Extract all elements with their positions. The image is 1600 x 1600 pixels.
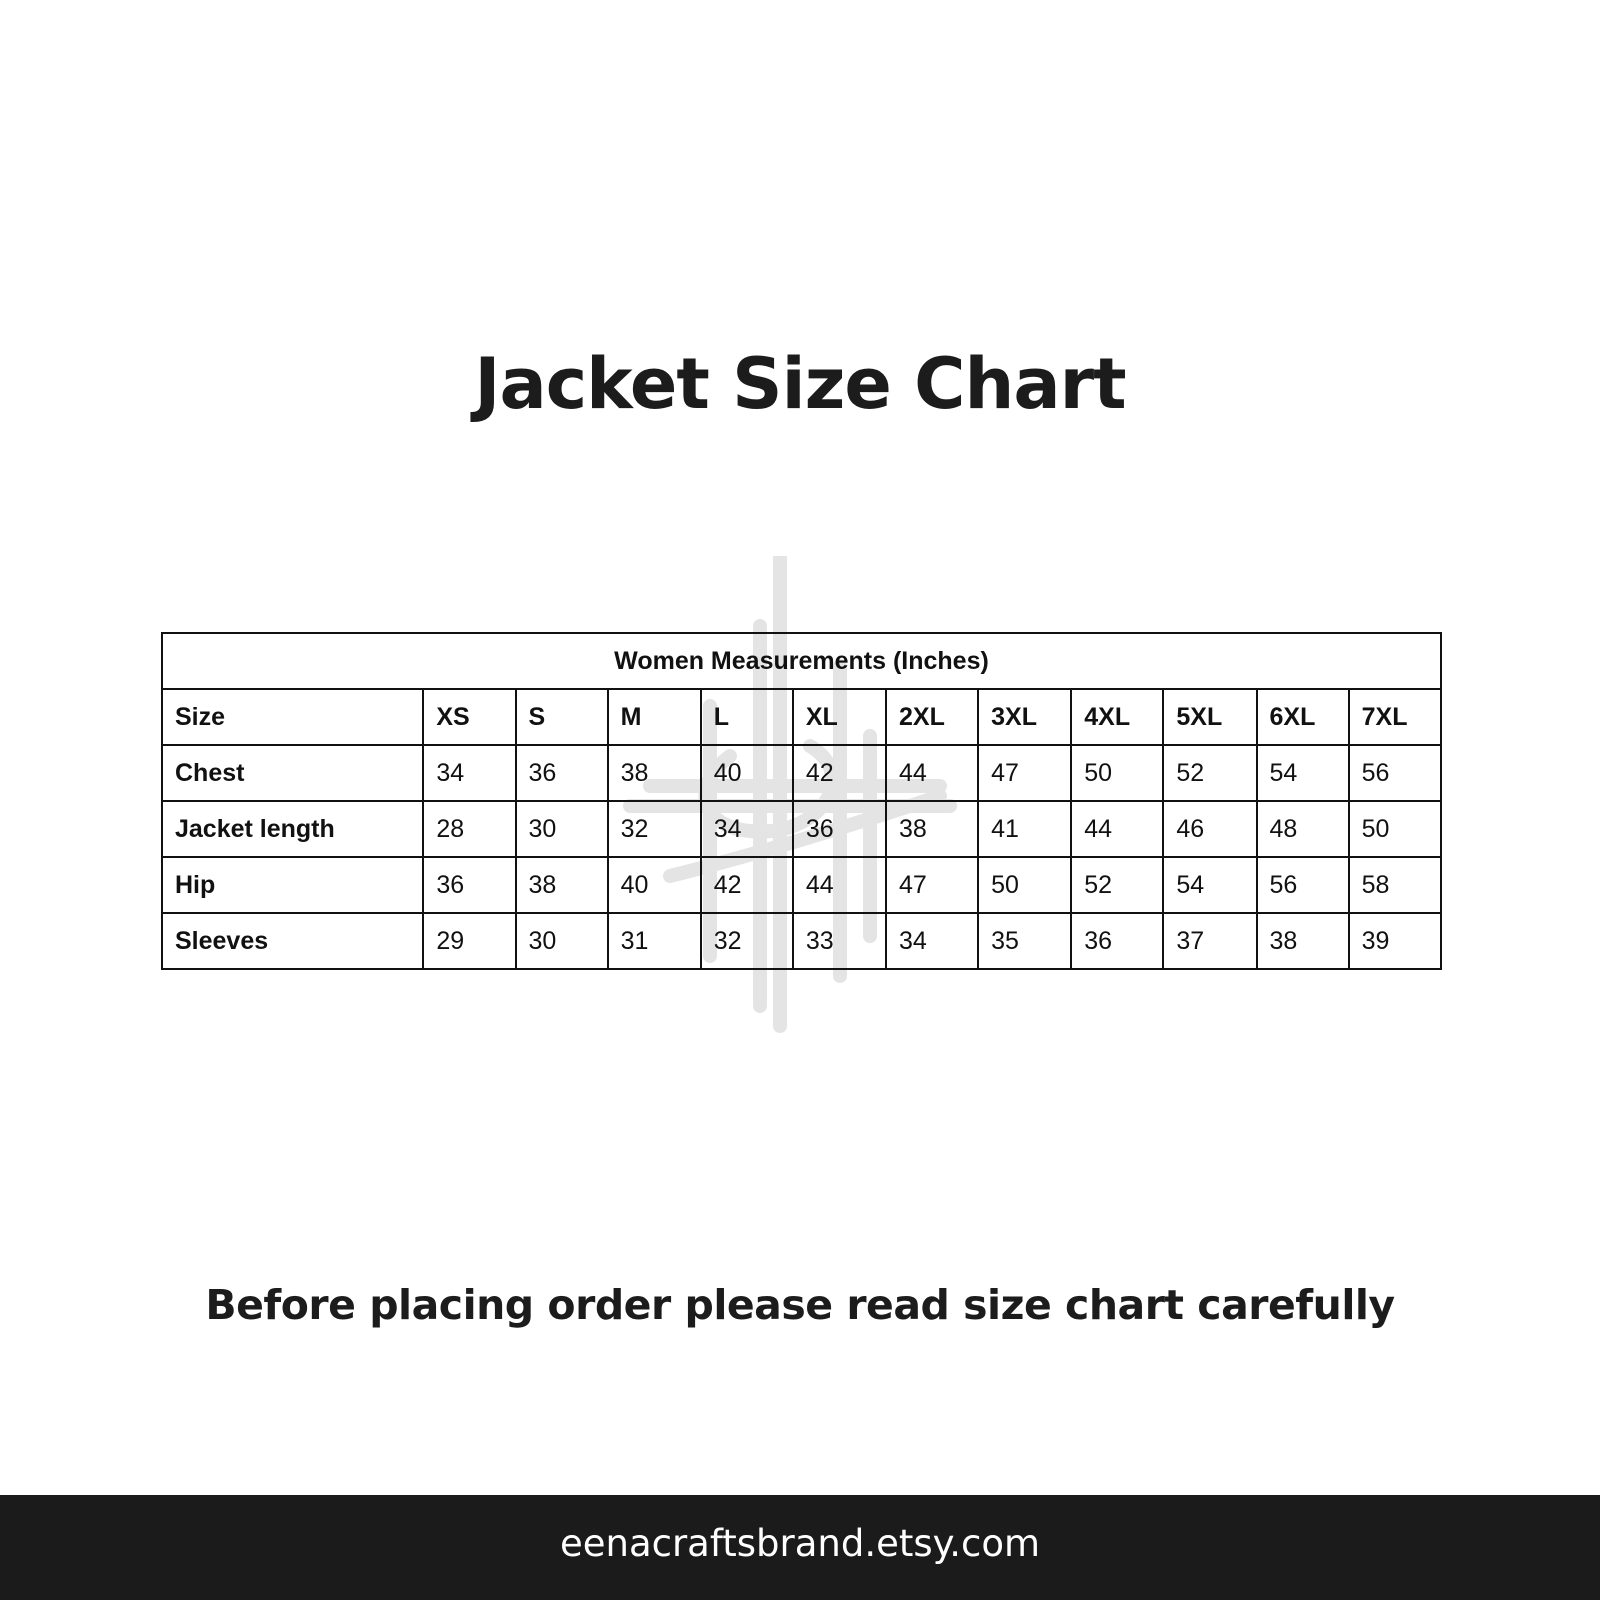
- table-cell: 50: [978, 857, 1071, 913]
- table-cell: 36: [1071, 913, 1163, 969]
- table-cell: 41: [978, 801, 1071, 857]
- header-cell: M: [608, 689, 701, 745]
- table-caption-row: [162, 633, 1441, 689]
- table-cell: 33: [793, 913, 886, 969]
- table-cell: 34: [886, 913, 978, 969]
- table-cell: 44: [793, 857, 886, 913]
- table-cell: 36: [423, 857, 515, 913]
- header-cell: Size: [162, 689, 423, 745]
- header-cell: 3XL: [978, 689, 1071, 745]
- row-label: Jacket length: [162, 801, 423, 857]
- header-cell: 5XL: [1163, 689, 1256, 745]
- table-row: [162, 913, 1441, 969]
- header-cell: 7XL: [1349, 689, 1441, 745]
- header-cell: S: [516, 689, 608, 745]
- table-cell: 39: [1349, 913, 1441, 969]
- table-cell: 36: [516, 745, 608, 801]
- table-cell: 34: [701, 801, 793, 857]
- table-cell: 44: [886, 745, 978, 801]
- table-cell: 58: [1349, 857, 1441, 913]
- table-row: [162, 801, 1441, 857]
- header-cell: L: [701, 689, 793, 745]
- header-cell: 2XL: [886, 689, 978, 745]
- table-cell: 38: [1257, 913, 1349, 969]
- table-row: [162, 745, 1441, 801]
- table-cell: 47: [886, 857, 978, 913]
- header-cell: XL: [793, 689, 886, 745]
- table-cell: 30: [516, 801, 608, 857]
- table-cell: 35: [978, 913, 1071, 969]
- size-chart-table: [161, 632, 1442, 970]
- table-cell: 32: [701, 913, 793, 969]
- table-cell: 31: [608, 913, 701, 969]
- table-cell: 38: [516, 857, 608, 913]
- size-header-row: [162, 689, 1441, 745]
- shop-url: eenacraftsbrand.etsy.com: [559, 1522, 1041, 1565]
- table-cell: 32: [608, 801, 701, 857]
- table-cell: 37: [1163, 913, 1256, 969]
- table-cell: 52: [1163, 745, 1256, 801]
- table-cell: 56: [1257, 857, 1349, 913]
- row-label: Hip: [162, 857, 423, 913]
- table-cell: 54: [1163, 857, 1256, 913]
- table-cell: 54: [1257, 745, 1349, 801]
- table-cell: 40: [701, 745, 793, 801]
- table-cell: 40: [608, 857, 701, 913]
- table-cell: 48: [1257, 801, 1349, 857]
- table-cell: 50: [1349, 801, 1441, 857]
- table-cell: 44: [1071, 801, 1163, 857]
- table-cell: 28: [423, 801, 515, 857]
- footer-bar: [0, 1495, 1600, 1600]
- row-label: Chest: [162, 745, 423, 801]
- header-cell: 4XL: [1071, 689, 1163, 745]
- table-cell: 30: [516, 913, 608, 969]
- table-cell: 38: [608, 745, 701, 801]
- table-cell: 38: [886, 801, 978, 857]
- header-cell: XS: [423, 689, 515, 745]
- table-cell: 42: [701, 857, 793, 913]
- table-cell: 36: [793, 801, 886, 857]
- order-notice: Before placing order please read size chart carefully: [205, 1281, 1395, 1329]
- table-cell: 34: [423, 745, 515, 801]
- table-cell: 42: [793, 745, 886, 801]
- table-row: [162, 857, 1441, 913]
- page-title: Jacket Size Chart: [474, 343, 1126, 425]
- header-cell: 6XL: [1257, 689, 1349, 745]
- table-cell: 56: [1349, 745, 1441, 801]
- row-label: Sleeves: [162, 913, 423, 969]
- table-cell: 47: [978, 745, 1071, 801]
- table-cell: 50: [1071, 745, 1163, 801]
- table-cell: 29: [423, 913, 515, 969]
- table-cell: 46: [1163, 801, 1256, 857]
- table-cell: 52: [1071, 857, 1163, 913]
- table-caption: Women Measurements (Inches): [162, 633, 1441, 689]
